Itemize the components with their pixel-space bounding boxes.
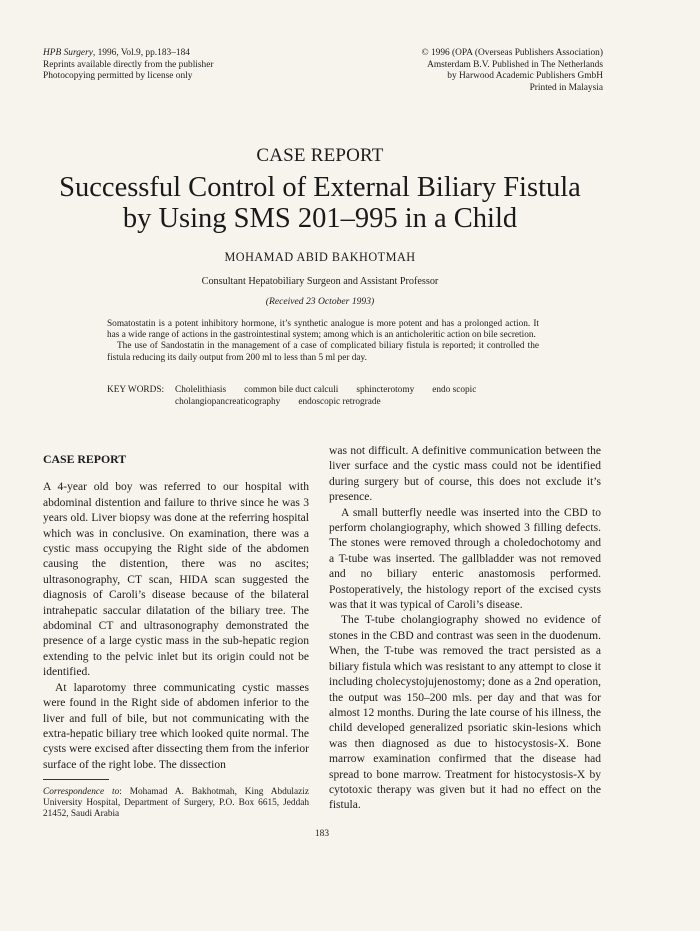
copyright-line: © 1996 (OPA (Overseas Publishers Association) xyxy=(421,48,603,58)
keywords-list xyxy=(175,384,545,408)
body-paragraph: was not difficult. A definitive communication between the liver surface and the cystic mass could not be identified during surgery but of course, this does not exclude it’s presence. xyxy=(329,445,601,504)
keyword: Cholelithiasis xyxy=(175,385,227,395)
abstract xyxy=(107,319,539,364)
keyword: sphincterotomy xyxy=(356,385,415,395)
body-left-column xyxy=(43,446,309,773)
abstract-paragraph-2: The use of Sandostatin in the management of a case of complicated biliary fistula is reported; it controlled the fistula reducing its daily output from 200 ml to less than 5 ml per day. xyxy=(107,341,539,363)
journal-citation-header xyxy=(43,48,313,83)
section-heading: CASE REPORT xyxy=(43,452,127,466)
correspondence-footnote xyxy=(43,787,309,821)
printed-in-line: Printed in Malaysia xyxy=(529,82,603,93)
author-affiliation: Consultant Hepatobiliary Surgeon and Assistant Professor xyxy=(201,276,439,287)
keyword: endoscopic retrograde xyxy=(298,397,381,407)
publisher-line: Amsterdam B.V. Published in The Netherlands xyxy=(427,59,603,70)
abstract-paragraph-1: Somatostatin is a potent inhibitory hormone, it’s synthetic analogue is more potent and has a prolonged action. It has a wide range of actions in the gastrointestinal system; among which is an anticholeritic action on bile secretion. xyxy=(107,319,539,341)
article-title xyxy=(30,172,610,234)
author-name: MOHAMAD ABID BAKHOTMAH xyxy=(224,250,416,264)
keyword: endo scopic xyxy=(432,385,477,395)
journal-volume: , 1996, Vol.9, pp.183–184 xyxy=(92,48,190,58)
title-line-2: by Using SMS 201–995 in a Child xyxy=(122,203,518,234)
body-right-column xyxy=(329,444,601,814)
keywords-label: KEY WORDS: xyxy=(107,385,165,395)
reprint-notice: Reprints available directly from the publisher xyxy=(43,59,214,70)
keyword: cholangiopancreaticography xyxy=(175,397,281,407)
keywords xyxy=(107,384,547,408)
page-number: 183 xyxy=(314,829,330,839)
body-paragraph: A small butterfly needle was inserted into the CBD to perform cholangiography, which showed 3 filling defects. The stones were removed through a choledochotomy and a T-tube was inserted. The gallbladder was not removed and no biliary enteric anastomosis performed. Postoperatively, the histology report of the excised cysts was that it was typical of Caroli’s disease. xyxy=(329,506,601,612)
article-type: CASE REPORT xyxy=(256,145,384,166)
body-paragraph: The T-tube cholangiography showed no evidence of stones in the CBD and contrast was seen in the duodenum. When, the T-tube was removed the tract persisted as a biliary fistula which was resistant to any attempt to close it including cholecystojujenostomy; done as a 2nd operation, the output was 150–200 mls. per day and that was for almost 12 months. During the late course of his illness, the child developed generalized psoriatic skin-lesions which was then diagnosed as due to histocystosis-X. Bone marrow examination confirmed that the disease had spread to bone marrow. Treatment for histocystosis-X by cytotoxic therapy was given but it had no effect on the fistula. xyxy=(329,614,601,812)
title-line-1: Successful Control of External Biliary Fistula xyxy=(59,172,581,203)
journal-name: HPB Surgery xyxy=(43,48,93,58)
footnote-label: Correspondence to xyxy=(43,787,120,797)
publisher-header xyxy=(303,48,603,94)
publisher-gmbh-line: by Harwood Academic Publishers GmbH xyxy=(447,71,603,82)
photocopy-notice: Photocopying permitted by license only xyxy=(43,71,193,82)
keyword: common bile duct calculi xyxy=(244,385,339,395)
footnote-text: : Mohamad A. Bakhotmah, King Abdulaziz University Hospital, Department of Surgery, P.O. Box 6615, Jeddah 21452, Saudi Arabia xyxy=(43,787,309,820)
body-paragraph: At laparotomy three communicating cystic masses were found in the Right side of abdomen inferior to the liver and full of bile, but not communicating with the extra-hepatic biliary tree which looked quite normal. The cysts were excised after dissecting them from the inferior surface of the right lobe. The dissection xyxy=(43,681,309,771)
footnote-divider xyxy=(43,779,109,780)
body-paragraph: A 4-year old boy was referred to our hospital with abdominal distention and failure to thrive since he was 3 years old. Liver biopsy was done at the referring hospital which was in conclusive. On examination, there was a cystic mass occupying the Right side of the abdomen causing the distention, there was no ascites; ultrasonography, CT scan, HIDA scan suggested the diagnosis of Caroli’s disease because of the bilateral intrahepatic saccular dilatation of the biliary tree. The abdominal CT and ultrasonography demonstrated the presence of a large cystic mass in the sub-hepatic region extending to the pelvic inlet but its origin could not be identified. xyxy=(43,481,309,679)
received-date: (Received 23 October 1993) xyxy=(265,296,375,307)
